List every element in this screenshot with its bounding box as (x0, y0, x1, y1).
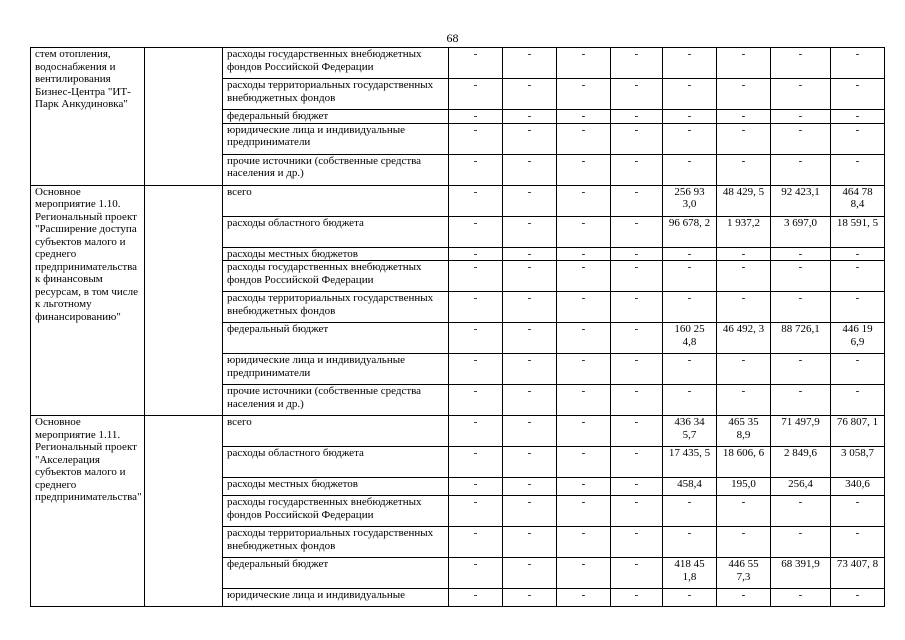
value-cell: - (557, 216, 611, 247)
value-cell: - (557, 110, 611, 124)
value-cell: 195,0 (717, 478, 771, 496)
value-cell: - (503, 154, 557, 185)
value-cell: - (611, 110, 663, 124)
table-row (31, 416, 885, 447)
measure-name: Основное мероприятие 1.11. Региональный проект "Акселерация субъектов малого и среднего предпринимательства" (31, 416, 145, 607)
value-cell: - (831, 123, 885, 154)
funding-source-label: всего (223, 416, 449, 447)
value-cell: - (557, 79, 611, 110)
funding-source-label: федеральный бюджет (223, 110, 449, 124)
value-cell: - (663, 496, 717, 527)
executor-cell (145, 416, 223, 607)
value-cell: - (557, 558, 611, 589)
value-cell: - (717, 496, 771, 527)
value-cell: - (503, 447, 557, 478)
value-cell: 76 807, 1 (831, 416, 885, 447)
value-cell: - (831, 292, 885, 323)
funding-source-label: расходы государственных внебюджетных фондов Российской Федерации (223, 48, 449, 79)
value-cell: - (831, 385, 885, 416)
value-cell: - (557, 123, 611, 154)
value-cell: - (717, 261, 771, 292)
funding-source-label: юридические лица и индивидуальные предприниматели (223, 354, 449, 385)
value-cell: 160 25 4,8 (663, 323, 717, 354)
value-cell: - (557, 354, 611, 385)
value-cell: 465 35 8,9 (717, 416, 771, 447)
value-cell: - (831, 354, 885, 385)
value-cell: - (503, 385, 557, 416)
value-cell: - (611, 261, 663, 292)
funding-source-label: юридические лица и индивидуальные предприниматели (223, 123, 449, 154)
funding-source-label: расходы территориальных государственных внебюджетных фондов (223, 292, 449, 323)
value-cell: 256,4 (771, 478, 831, 496)
value-cell: - (449, 79, 503, 110)
value-cell: - (717, 79, 771, 110)
value-cell: - (557, 261, 611, 292)
value-cell: 68 391,9 (771, 558, 831, 589)
value-cell: 18 591, 5 (831, 216, 885, 247)
value-cell: - (503, 416, 557, 447)
value-cell: - (717, 354, 771, 385)
funding-source-label: расходы территориальных государственных внебюджетных фондов (223, 527, 449, 558)
value-cell: 92 423,1 (771, 185, 831, 216)
value-cell: - (449, 185, 503, 216)
value-cell: 3 058,7 (831, 447, 885, 478)
value-cell: - (771, 48, 831, 79)
value-cell: - (557, 292, 611, 323)
value-cell: 71 497,9 (771, 416, 831, 447)
executor-cell (145, 48, 223, 186)
value-cell: - (717, 589, 771, 607)
value-cell: - (503, 558, 557, 589)
funding-source-label: прочие источники (собственные средства населения и др.) (223, 154, 449, 185)
value-cell: - (611, 123, 663, 154)
value-cell: - (557, 385, 611, 416)
value-cell: - (611, 416, 663, 447)
funding-source-label: всего (223, 185, 449, 216)
value-cell: - (831, 110, 885, 124)
value-cell: - (503, 589, 557, 607)
value-cell: - (717, 292, 771, 323)
value-cell: - (771, 154, 831, 185)
value-cell: - (449, 447, 503, 478)
funding-source-label: расходы местных бюджетов (223, 247, 449, 261)
value-cell: - (503, 110, 557, 124)
value-cell: - (557, 154, 611, 185)
value-cell: 458,4 (663, 478, 717, 496)
value-cell: - (449, 247, 503, 261)
value-cell: - (611, 496, 663, 527)
value-cell: - (717, 385, 771, 416)
value-cell: - (449, 558, 503, 589)
value-cell: 436 34 5,7 (663, 416, 717, 447)
value-cell: - (717, 48, 771, 79)
value-cell: - (611, 385, 663, 416)
value-cell: - (557, 496, 611, 527)
value-cell: - (611, 48, 663, 79)
value-cell: - (503, 123, 557, 154)
funding-source-label: расходы областного бюджета (223, 216, 449, 247)
value-cell: 446 55 7,3 (717, 558, 771, 589)
table-row (31, 185, 885, 216)
value-cell: 46 492, 3 (717, 323, 771, 354)
value-cell: - (449, 48, 503, 79)
budget-table (30, 47, 885, 607)
value-cell: - (663, 154, 717, 185)
funding-source-label: расходы государственных внебюджетных фондов Российской Федерации (223, 496, 449, 527)
value-cell: - (717, 527, 771, 558)
value-cell: - (557, 247, 611, 261)
value-cell: - (663, 292, 717, 323)
value-cell: - (503, 292, 557, 323)
value-cell: - (449, 385, 503, 416)
value-cell: - (771, 385, 831, 416)
value-cell: - (503, 323, 557, 354)
value-cell: - (503, 185, 557, 216)
value-cell: - (503, 216, 557, 247)
value-cell: 340,6 (831, 478, 885, 496)
value-cell: - (557, 478, 611, 496)
value-cell: 18 606, 6 (717, 447, 771, 478)
funding-source-label: расходы областного бюджета (223, 447, 449, 478)
value-cell: - (771, 354, 831, 385)
value-cell: - (449, 496, 503, 527)
value-cell: 3 697,0 (771, 216, 831, 247)
value-cell: - (771, 527, 831, 558)
value-cell: - (663, 589, 717, 607)
value-cell: 464 78 8,4 (831, 185, 885, 216)
value-cell: 73 407, 8 (831, 558, 885, 589)
value-cell: - (771, 123, 831, 154)
value-cell: - (503, 354, 557, 385)
value-cell: - (663, 354, 717, 385)
value-cell: 48 429, 5 (717, 185, 771, 216)
value-cell: - (449, 292, 503, 323)
value-cell: 88 726,1 (771, 323, 831, 354)
value-cell: - (663, 385, 717, 416)
value-cell: - (503, 247, 557, 261)
value-cell: - (611, 589, 663, 607)
value-cell: - (611, 247, 663, 261)
value-cell: - (771, 261, 831, 292)
value-cell: - (611, 527, 663, 558)
value-cell: - (663, 527, 717, 558)
value-cell: - (503, 79, 557, 110)
value-cell: - (831, 247, 885, 261)
funding-source-label: юридические лица и индивидуальные (223, 589, 449, 607)
value-cell: - (611, 323, 663, 354)
value-cell: - (771, 110, 831, 124)
funding-source-label: расходы государственных внебюджетных фондов Российской Федерации (223, 261, 449, 292)
value-cell: - (503, 478, 557, 496)
value-cell: - (611, 292, 663, 323)
value-cell: - (611, 447, 663, 478)
value-cell: 256 93 3,0 (663, 185, 717, 216)
value-cell: - (503, 496, 557, 527)
value-cell: - (717, 154, 771, 185)
value-cell: - (449, 110, 503, 124)
value-cell: - (717, 110, 771, 124)
value-cell: - (557, 323, 611, 354)
value-cell: - (831, 79, 885, 110)
funding-source-label: федеральный бюджет (223, 323, 449, 354)
value-cell: - (771, 496, 831, 527)
value-cell: - (611, 154, 663, 185)
value-cell: - (449, 589, 503, 607)
value-cell: 1 937,2 (717, 216, 771, 247)
value-cell: - (831, 527, 885, 558)
value-cell: - (503, 261, 557, 292)
value-cell: 2 849,6 (771, 447, 831, 478)
value-cell: - (611, 79, 663, 110)
value-cell: - (557, 185, 611, 216)
value-cell: - (557, 447, 611, 478)
funding-source-label: федеральный бюджет (223, 558, 449, 589)
value-cell: - (557, 416, 611, 447)
value-cell: - (611, 478, 663, 496)
value-cell: - (449, 216, 503, 247)
value-cell: - (831, 261, 885, 292)
executor-cell (145, 185, 223, 416)
value-cell: - (663, 110, 717, 124)
value-cell: - (449, 478, 503, 496)
value-cell: - (663, 79, 717, 110)
value-cell: - (503, 48, 557, 79)
value-cell: - (663, 247, 717, 261)
funding-source-label: прочие источники (собственные средства населения и др.) (223, 385, 449, 416)
value-cell: - (557, 527, 611, 558)
value-cell: - (449, 154, 503, 185)
value-cell: 418 45 1,8 (663, 558, 717, 589)
value-cell: - (771, 247, 831, 261)
value-cell: - (663, 261, 717, 292)
page-number: 68 (446, 31, 459, 45)
value-cell: 446 19 6,9 (831, 323, 885, 354)
value-cell: - (557, 48, 611, 79)
table-row (31, 48, 885, 79)
value-cell: - (449, 323, 503, 354)
measure-name: стем отопления, водоснабжения и вентилирования Бизнес-Центра "ИТ-Парк Анкудиновка" (31, 48, 145, 186)
value-cell: - (611, 185, 663, 216)
value-cell: - (449, 123, 503, 154)
value-cell: - (449, 416, 503, 447)
value-cell: - (831, 496, 885, 527)
value-cell: - (771, 79, 831, 110)
value-cell: - (611, 216, 663, 247)
value-cell: - (717, 247, 771, 261)
value-cell: - (449, 261, 503, 292)
value-cell: - (557, 589, 611, 607)
value-cell: - (831, 48, 885, 79)
value-cell: - (831, 589, 885, 607)
value-cell: 96 678, 2 (663, 216, 717, 247)
value-cell: 17 435, 5 (663, 447, 717, 478)
value-cell: - (449, 527, 503, 558)
funding-source-label: расходы местных бюджетов (223, 478, 449, 496)
value-cell: - (503, 527, 557, 558)
value-cell: - (771, 292, 831, 323)
value-cell: - (717, 123, 771, 154)
measure-name: Основное мероприятие 1.10. Региональный проект "Расширение доступа субъектов малого и среднего предпринимательства к финансовым ресурсам, в том числе к льготному финансированию" (31, 185, 145, 416)
value-cell: - (611, 354, 663, 385)
value-cell: - (663, 123, 717, 154)
value-cell: - (611, 558, 663, 589)
value-cell: - (449, 354, 503, 385)
value-cell: - (771, 589, 831, 607)
value-cell: - (831, 154, 885, 185)
funding-source-label: расходы территориальных государственных внебюджетных фондов (223, 79, 449, 110)
value-cell: - (663, 48, 717, 79)
